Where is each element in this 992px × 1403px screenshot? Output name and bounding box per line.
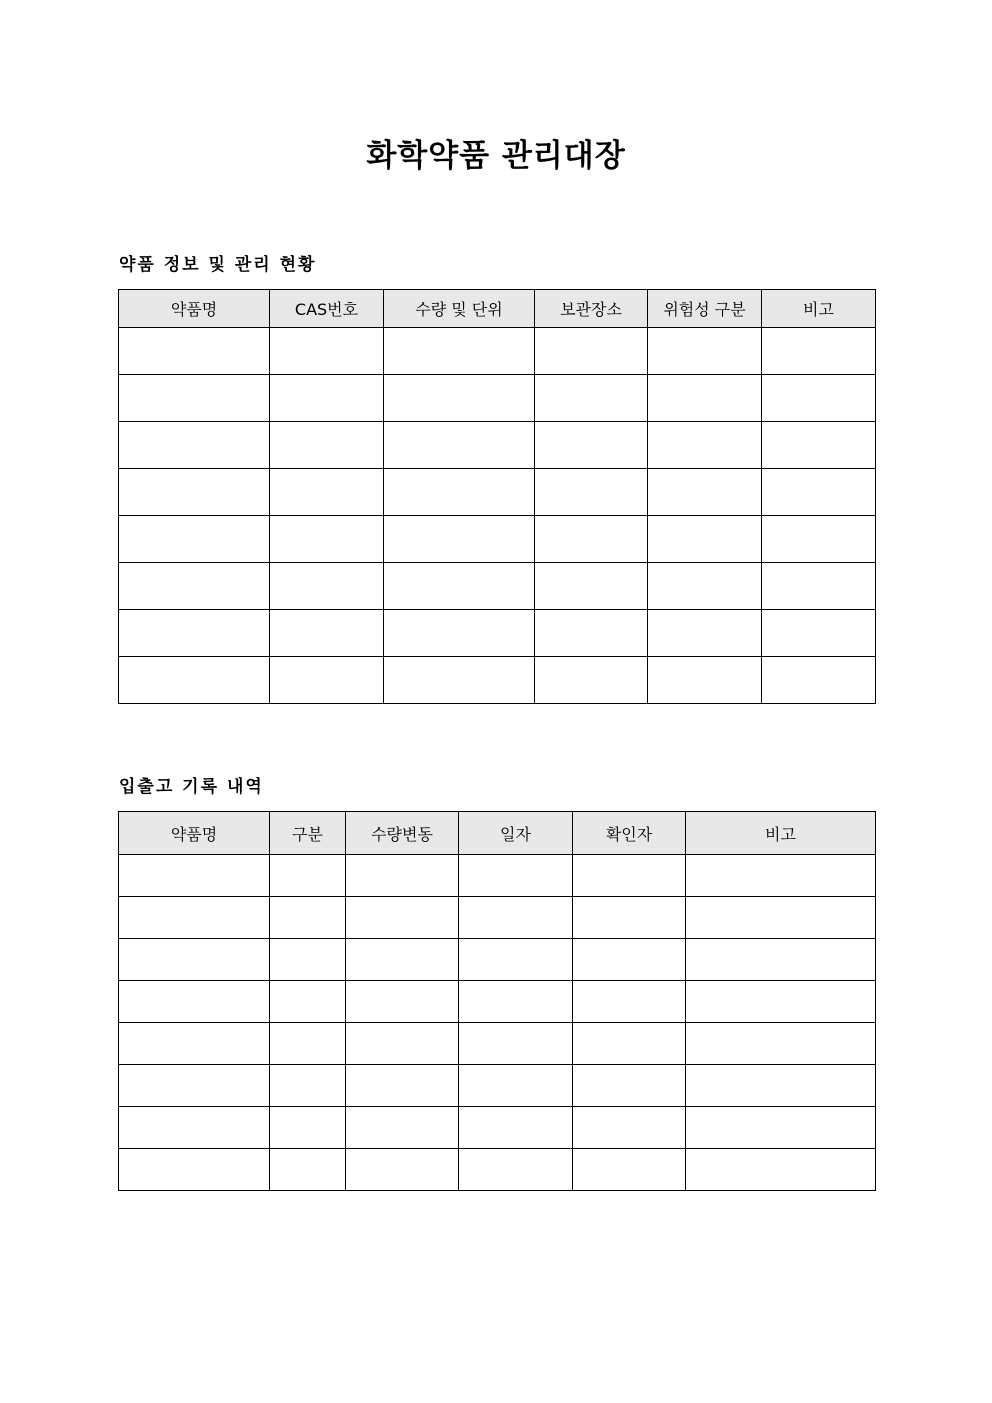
table-cell[interactable] xyxy=(270,375,384,422)
table-cell[interactable] xyxy=(346,1107,459,1149)
table-cell[interactable] xyxy=(346,1023,459,1065)
table-cell[interactable] xyxy=(119,328,270,375)
inventory-header-cell: 위험성 구분 xyxy=(648,290,762,328)
table-row xyxy=(119,375,876,422)
table-cell[interactable] xyxy=(270,422,384,469)
table-cell[interactable] xyxy=(346,855,459,897)
table-cell[interactable] xyxy=(346,981,459,1023)
table-cell[interactable] xyxy=(762,469,876,516)
table-cell[interactable] xyxy=(119,1065,270,1107)
inventory-header-cell: 보관장소 xyxy=(535,290,648,328)
table-row xyxy=(119,422,876,469)
table-cell[interactable] xyxy=(535,469,648,516)
table-cell[interactable] xyxy=(346,1149,459,1191)
table-cell[interactable] xyxy=(573,1107,686,1149)
table-row xyxy=(119,1149,876,1191)
inventory-table xyxy=(118,289,876,704)
table-cell[interactable] xyxy=(535,657,648,704)
table-cell[interactable] xyxy=(270,1065,346,1107)
table-cell[interactable] xyxy=(648,422,762,469)
table-cell[interactable] xyxy=(762,610,876,657)
table-cell[interactable] xyxy=(573,1065,686,1107)
table-cell[interactable] xyxy=(384,328,535,375)
table-cell[interactable] xyxy=(459,897,573,939)
table-cell[interactable] xyxy=(648,328,762,375)
table-cell[interactable] xyxy=(384,422,535,469)
log-section-title: 입출고 기록 내역 xyxy=(119,777,264,797)
table-cell[interactable] xyxy=(535,516,648,563)
log-table xyxy=(118,811,876,1191)
log-header-cell: 비고 xyxy=(686,812,876,855)
table-row xyxy=(119,1023,876,1065)
table-cell[interactable] xyxy=(648,469,762,516)
table-cell[interactable] xyxy=(573,1149,686,1191)
table-cell[interactable] xyxy=(648,657,762,704)
table-cell[interactable] xyxy=(459,1065,573,1107)
table-cell[interactable] xyxy=(686,897,876,939)
table-row xyxy=(119,1065,876,1107)
table-cell[interactable] xyxy=(270,1107,346,1149)
table-cell[interactable] xyxy=(119,469,270,516)
table-cell[interactable] xyxy=(686,1149,876,1191)
table-cell[interactable] xyxy=(119,375,270,422)
table-row xyxy=(119,981,876,1023)
table-row xyxy=(119,328,876,375)
table-cell[interactable] xyxy=(270,469,384,516)
table-cell[interactable] xyxy=(270,657,384,704)
log-header-cell: 수량변동 xyxy=(346,812,459,855)
table-cell[interactable] xyxy=(270,897,346,939)
table-cell[interactable] xyxy=(270,516,384,563)
table-cell[interactable] xyxy=(535,375,648,422)
table-cell[interactable] xyxy=(119,981,270,1023)
table-cell[interactable] xyxy=(573,1023,686,1065)
table-cell[interactable] xyxy=(459,939,573,981)
table-row xyxy=(119,610,876,657)
log-header-cell: 구분 xyxy=(270,812,346,855)
table-cell[interactable] xyxy=(762,422,876,469)
inventory-header-cell: 비고 xyxy=(762,290,876,328)
table-cell[interactable] xyxy=(119,422,270,469)
inventory-header-cell: CAS번호 xyxy=(270,290,384,328)
table-cell[interactable] xyxy=(119,1149,270,1191)
table-cell[interactable] xyxy=(270,563,384,610)
table-row xyxy=(119,469,876,516)
table-cell[interactable] xyxy=(119,563,270,610)
table-cell[interactable] xyxy=(648,610,762,657)
table-row xyxy=(119,657,876,704)
table-cell[interactable] xyxy=(346,1065,459,1107)
table-cell[interactable] xyxy=(270,328,384,375)
table-cell[interactable] xyxy=(686,1065,876,1107)
document-title: 화학약품 관리대장 xyxy=(366,138,626,174)
table-cell[interactable] xyxy=(459,1023,573,1065)
inventory-header-row xyxy=(119,290,876,328)
table-cell[interactable] xyxy=(119,1023,270,1065)
table-cell[interactable] xyxy=(573,855,686,897)
inventory-header-cell: 수량 및 단위 xyxy=(384,290,535,328)
log-header-cell: 약품명 xyxy=(119,812,270,855)
table-cell[interactable] xyxy=(535,328,648,375)
table-cell[interactable] xyxy=(384,375,535,422)
table-cell[interactable] xyxy=(686,1107,876,1149)
log-header-cell: 일자 xyxy=(459,812,573,855)
table-cell[interactable] xyxy=(573,981,686,1023)
table-row xyxy=(119,563,876,610)
table-cell[interactable] xyxy=(119,939,270,981)
table-cell[interactable] xyxy=(762,375,876,422)
table-cell[interactable] xyxy=(270,855,346,897)
table-cell[interactable] xyxy=(459,1107,573,1149)
table-cell[interactable] xyxy=(762,563,876,610)
table-cell[interactable] xyxy=(270,1149,346,1191)
table-cell[interactable] xyxy=(573,897,686,939)
table-row xyxy=(119,939,876,981)
inventory-section-title: 약품 정보 및 관리 현황 xyxy=(119,255,317,275)
table-cell[interactable] xyxy=(686,855,876,897)
table-cell[interactable] xyxy=(270,939,346,981)
table-cell[interactable] xyxy=(119,610,270,657)
table-cell[interactable] xyxy=(762,516,876,563)
inventory-header-cell: 약품명 xyxy=(119,290,270,328)
table-cell[interactable] xyxy=(535,610,648,657)
table-row xyxy=(119,516,876,563)
table-cell[interactable] xyxy=(119,897,270,939)
table-cell[interactable] xyxy=(535,422,648,469)
table-cell[interactable] xyxy=(459,981,573,1023)
table-cell[interactable] xyxy=(384,563,535,610)
table-cell[interactable] xyxy=(762,328,876,375)
table-cell[interactable] xyxy=(648,375,762,422)
table-cell[interactable] xyxy=(119,855,270,897)
table-cell[interactable] xyxy=(686,1023,876,1065)
table-cell[interactable] xyxy=(648,563,762,610)
table-cell[interactable] xyxy=(119,516,270,563)
table-cell[interactable] xyxy=(384,469,535,516)
table-cell[interactable] xyxy=(270,981,346,1023)
table-cell[interactable] xyxy=(459,855,573,897)
table-cell[interactable] xyxy=(346,897,459,939)
table-cell[interactable] xyxy=(686,939,876,981)
table-cell[interactable] xyxy=(384,516,535,563)
table-cell[interactable] xyxy=(346,939,459,981)
table-cell[interactable] xyxy=(384,657,535,704)
log-header-row xyxy=(119,812,876,855)
log-header-cell: 확인자 xyxy=(573,812,686,855)
table-cell[interactable] xyxy=(384,610,535,657)
table-cell[interactable] xyxy=(535,563,648,610)
table-row xyxy=(119,1107,876,1149)
table-cell[interactable] xyxy=(573,939,686,981)
table-cell[interactable] xyxy=(270,610,384,657)
table-row xyxy=(119,897,876,939)
table-cell[interactable] xyxy=(119,1107,270,1149)
table-cell[interactable] xyxy=(686,981,876,1023)
table-cell[interactable] xyxy=(119,657,270,704)
table-cell[interactable] xyxy=(762,657,876,704)
table-cell[interactable] xyxy=(459,1149,573,1191)
table-cell[interactable] xyxy=(648,516,762,563)
table-cell[interactable] xyxy=(270,1023,346,1065)
table-row xyxy=(119,855,876,897)
